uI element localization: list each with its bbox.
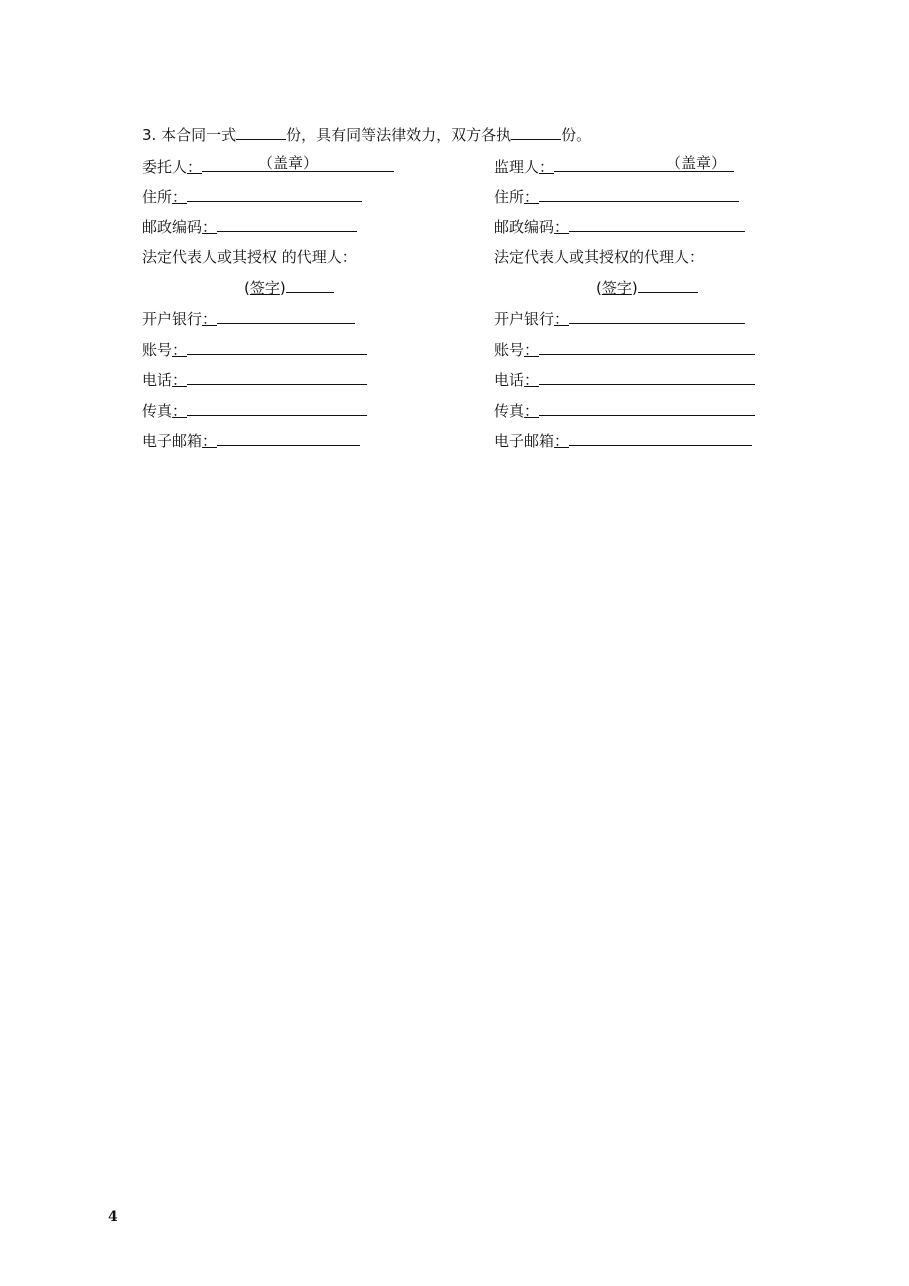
principal-account-label: 账号 <box>142 341 173 359</box>
supervisor-stamp-field[interactable] <box>554 155 734 172</box>
supervisor-bank-field[interactable] <box>569 308 745 324</box>
supervisor-fax-label: 传真 <box>494 402 525 420</box>
principal-bank-label: 开户银行 <box>142 310 203 328</box>
supervisor-address-label: 住所 <box>494 188 525 206</box>
principal-bank-field[interactable] <box>217 308 355 324</box>
supervisor-email-field[interactable] <box>569 430 752 446</box>
copies-each-blank[interactable] <box>511 123 561 140</box>
supervisor-legal-rep-label: 法定代表人或其授权的代理人： <box>494 248 705 266</box>
supervisor-address-row: 住所： <box>494 186 739 207</box>
supervisor-phone-row: 电话： <box>494 369 755 390</box>
principal-phone-label: 电话 <box>142 371 173 389</box>
supervisor-label: 监理人 <box>494 158 540 176</box>
principal-phone-row: 电话： <box>142 369 367 390</box>
page-number: 4 <box>108 1209 118 1225</box>
supervisor-signature-field[interactable] <box>638 277 698 293</box>
principal-postcode-row: 邮政编码： <box>142 216 357 237</box>
principal-sign-row: (签字) <box>244 277 334 298</box>
principal-postcode-label: 邮政编码 <box>142 218 203 236</box>
clause-copies <box>142 123 591 146</box>
principal-fax-label: 传真 <box>142 402 173 420</box>
principal-bank-row: 开户银行： <box>142 308 355 329</box>
principal-colon: ： <box>187 158 203 176</box>
principal-name-row <box>142 155 394 177</box>
supervisor-postcode-field[interactable] <box>569 216 745 232</box>
clause-suffix: 份。 <box>561 126 592 144</box>
supervisor-stamp-text: （盖章） <box>666 154 727 172</box>
principal-legal-rep-row <box>142 247 357 267</box>
supervisor-sign-text: 签字 <box>601 279 632 297</box>
principal-label: 委托人 <box>142 158 188 176</box>
supervisor-postcode-row: 邮政编码： <box>494 216 745 237</box>
copies-total-blank[interactable] <box>236 123 286 140</box>
principal-address-field[interactable] <box>187 186 362 202</box>
principal-account-field[interactable] <box>187 339 367 355</box>
supervisor-name-row <box>494 155 734 177</box>
supervisor-sign-row: (签字) <box>596 277 698 298</box>
supervisor-fax-row: 传真： <box>494 400 755 421</box>
supervisor-phone-label: 电话 <box>494 371 525 389</box>
supervisor-fax-field[interactable] <box>539 400 755 416</box>
supervisor-colon: ： <box>539 158 555 176</box>
principal-sign-text: 签字 <box>249 279 280 297</box>
principal-account-row: 账号： <box>142 339 367 360</box>
supervisor-bank-row: 开户银行： <box>494 308 745 329</box>
supervisor-postcode-label: 邮政编码 <box>494 218 555 236</box>
supervisor-address-field[interactable] <box>539 186 739 202</box>
principal-email-field[interactable] <box>217 430 360 446</box>
clause-prefix: 3. 本合同一式 <box>142 126 237 144</box>
supervisor-account-row: 账号： <box>494 339 755 360</box>
supervisor-bank-label: 开户银行 <box>494 310 555 328</box>
principal-signature-field[interactable] <box>286 277 334 293</box>
principal-fax-field[interactable] <box>187 400 367 416</box>
clause-middle: 份，具有同等法律效力，双方各执 <box>286 126 512 144</box>
principal-email-label: 电子邮箱 <box>142 432 203 450</box>
supervisor-legal-rep-row <box>494 247 704 267</box>
principal-legal-rep-label: 法定代表人或其授权 的代理人： <box>142 248 357 266</box>
principal-address-label: 住所 <box>142 188 173 206</box>
supervisor-account-label: 账号 <box>494 341 525 359</box>
principal-fax-row: 传真： <box>142 400 367 421</box>
principal-stamp-text: （盖章） <box>258 154 319 172</box>
principal-phone-field[interactable] <box>187 369 367 385</box>
principal-postcode-field[interactable] <box>217 216 357 232</box>
principal-email-row: 电子邮箱： <box>142 430 360 451</box>
principal-address-row: 住所： <box>142 186 362 207</box>
supervisor-phone-field[interactable] <box>539 369 755 385</box>
supervisor-account-field[interactable] <box>539 339 755 355</box>
supervisor-email-label: 电子邮箱 <box>494 432 555 450</box>
supervisor-email-row: 电子邮箱： <box>494 430 752 451</box>
principal-stamp-field[interactable] <box>202 155 394 172</box>
